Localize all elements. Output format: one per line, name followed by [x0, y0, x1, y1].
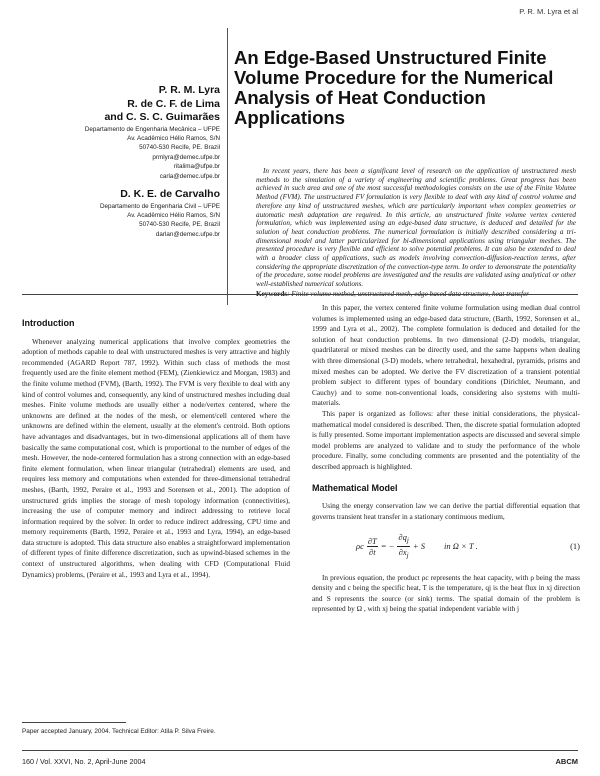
body-paragraph: In this paper, the vertex centered finite volume formulation using median dual control volumes is implemented using an edge-based data structure, (Barth, 1992, Sorensen et al., 1999 and Lyra et al., 2002). The complete formulation is deduced and detailed for the solution of heat conduction problems. In two dimensional (2-D) models, triangular, quadrilateral or mixed meshes can be directly used, and the same happens when dealing with three dimensional (3-D) models, where tetrahedral, hexahedral, pyramids, prisms and mixed meshes can be adopted. We derive the FV discretization of a transient potential problem subject to different types of boundary conditions (Dirichlet, Neumann, and Cauchy) and to some non-conventional loads, considering also systems with multi-materials. — [312, 303, 580, 408]
eq-denominator — [399, 547, 409, 561]
eq-num-main: ∂q — [398, 532, 407, 543]
affiliation-line: Departamento de Engenharia Civil – UFPE — [99, 202, 220, 210]
affiliation-line: Departamento de Engenharia Mecânica – UFPE — [84, 125, 220, 133]
footer-divider — [22, 750, 578, 751]
eq-equals: = − — [380, 541, 395, 552]
author-email: ritalima@ufpe.br — [173, 163, 220, 171]
affiliation-line: 50740-530 Recife, PE. Brazil — [139, 144, 220, 152]
paper-title: An Edge-Based Unstructured Finite Volume Procedure for the Numerical Analysis of Heat Conduction Applications — [234, 47, 554, 128]
eq-coef: ρc — [356, 541, 364, 552]
author-name: D. K. E. de Carvalho — [120, 188, 220, 200]
author-name: P. R. M. Lyra — [158, 84, 220, 96]
author-email: carla@demec.ufpe.br — [159, 172, 220, 180]
footnote: Paper accepted January, 2004. Technical Editor: Atila P. Silva Freire. — [22, 728, 216, 735]
right-column — [312, 303, 580, 615]
eq-plus-source: + S — [412, 541, 425, 552]
author-block-1 — [85, 84, 220, 181]
body-paragraph: Using the energy conservation law we can derive the partial differential equation that governs transient heat transfer in a stationary continuous medium, — [312, 501, 580, 521]
footnote-rule — [22, 722, 126, 723]
author-email: prmlyra@demec.ufpe.br — [152, 153, 220, 161]
equation-body — [356, 532, 478, 560]
affiliation-line: Av. Acadêmico Hélio Ramos, S/N — [127, 134, 220, 142]
author-name: R. de C. F. de Lima — [127, 97, 220, 110]
eq-den-main: ∂x — [398, 546, 407, 557]
eq-fraction — [397, 532, 409, 560]
left-column — [22, 303, 290, 580]
author-name: and C. S. C. Guimarães — [104, 111, 220, 123]
abstract — [256, 167, 576, 299]
author-block-2 — [100, 188, 220, 239]
section-heading: Introduction — [22, 318, 75, 328]
affiliation-line: 50740-530 Recife, PE. Brazil — [139, 221, 220, 229]
eq-fraction — [367, 536, 378, 557]
body-paragraph: Whenever analyzing numerical applications that involve complex geometries the adoption of methods capable to deal with unstructured meshes is very attractive and highly recommended (AGARD Report 787, 1992). Within such class of methods the most frequently used are the finite element method (FEM), (Zienkiewicz and Morgan, 1983) and the finite volume method (FVM), (Barth, 1992). The FVM is very flexible to deal with any kind of control volumes and, consequently, any kind of unstructured meshes including dual meshes. Finite volume methods are usually either a node/vertex centered, where the unknowns are defined at the nodes of the mesh, or element/cell centered where the unknowns are defined within the element, usually at the element's centroid. Both options have advantages and disadvantages, but in two-dimensional applications all of them have basically the same computational cost, which is proportional to the number of edges of the mesh. However, the node-centered formulation has a strong connection with an edge-based finite element formulation, when linear triangular (tetrahedral) elements are used, and requires less memory and computations when extended for three-dimensional tetrahedral meshes, (Barth, 1992, Peraire et al., 1993 and Sorensen et al., 2001). The adoption of unstructured grids implies the storage of mesh topology information (connectivities), increasing the use of computer memory and indirect addressing to retrieve local information required by the solver. In order to reduce indirect addressing, CPU time and memory requirements (Barth, 1992, Peraire et al., 1993 and Lyra, 1994), an edge-based data structure is adopted. This data structure also enables a straightforward implementation of different types of finite difference discretization, such as upwind-biased schemes in the context of unstructured algorithms, when dealing with CFD (Computational Fluid Dynamics) problems, (Peraire et al., 1993 and Lyra et al., 1994). — [22, 336, 290, 579]
body-paragraph: This paper is organized as follows: after these initial considerations, the physical-mathematical model considered is described. Then, the discrete spatial formulation adopted is fully presented. Some important implementation aspects are discussed and several simple model problems are analyzed to validate and to study the performance of the whole procedure. Finally, some concluding comments are presented and the potentiality of the described approach is highlighted. — [312, 408, 580, 471]
eq-den-sub: j — [406, 551, 409, 560]
eq-num-sub: j — [406, 536, 409, 545]
body-paragraph: In previous equation, the product ρc represents the heat capacity, with ρ being the mass density and c being the specific heat, T is the temperature, qj is the heat flux in xj direction and S represents the source (or sink) terms. The spatial domain of the problem is represented by Ω , with xj being the spatial independent variable with j — [312, 572, 580, 614]
equation-1 — [312, 532, 580, 560]
eq-numerator — [397, 532, 409, 547]
abstract-text: In recent years, there has been a significant level of research on the application of unstructured mesh methods to the simulation of a variety of engineering and scientific problems. Great progress has been achieved in such area and one of the most successful methodologies consists on the use of the Finite Volume Method (FVM). The unstructured FV formulation is very flexible to deal with any kind of control volume and therefore any kind of unstructured meshes, which are particularly important when complex geometries or automatic mesh adaptation are required. In this article, an unstructured finite volume vertex centered formulation, which was implemented using an edge-based data structure, is deduced and detailed for the solution of heat conduction problems. The numerical formulation is initially described considering a tri-dimensional model and latter particularized for bi-dimensional applications using triangular meshes. The presented procedure is very flexible and efficient to solve potential problems. It can also be extended to deal with a broader class of applications, such as models involving convection-diffusion-reaction terms, after considering the appropriate discretization of the convection-type term. In order to demonstrate the potentiality of the procedure, some model problems are investigated and the results are validated using analytical or other well-established numerical solutions. — [256, 167, 576, 289]
eq-denominator: ∂t — [369, 546, 376, 557]
running-head: P. R. M. Lyra et al — [519, 7, 578, 16]
vertical-divider — [227, 28, 228, 305]
header-divider — [22, 294, 578, 295]
section-heading: Mathematical Model — [312, 482, 398, 493]
journal-mark: ABCM — [555, 757, 578, 766]
eq-numerator: ∂T — [367, 535, 377, 546]
affiliation-line: Av. Acadêmico Hélio Ramos, S/N — [127, 211, 220, 219]
author-email: darlan@demec.ufpe.br — [155, 230, 220, 238]
page-footer-info: 160 / Vol. XXVI, No. 2, April-June 2004 — [22, 757, 146, 766]
equation-number: (1) — [570, 541, 580, 552]
eq-domain: in Ω × T . — [443, 541, 478, 552]
